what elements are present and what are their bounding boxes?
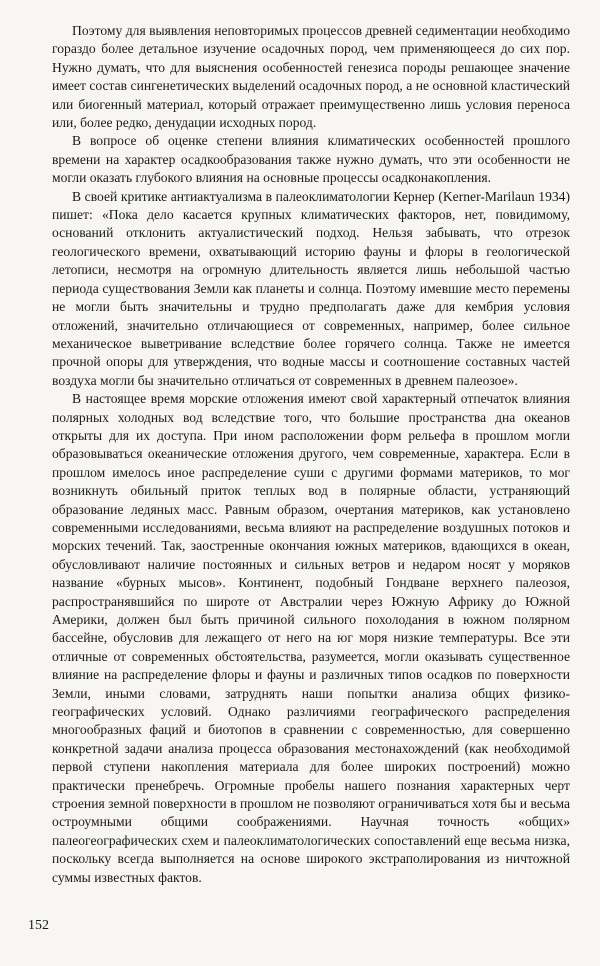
paragraph-4: В настоящее время морские отложения имеют свой характерный отпечаток влияния полярных холодных вод вследствие того, что большие пространства дна океанов открыты для их доступа. При ином расположении форм рельефа в прошлом могли образовываться океанические отложения другого, чем современные, характера. Если в прошлом имелось иное распределение суши с другими формами материков, то мог возникнуть обильный приток теплых вод в полярные области, устраняющий образование ледяных масс. Равным образом, очертания материков, как установлено современными исследованиями, весьма влияют на распределение воздушных потоков и морских течений. Так, заостренные окончания южных материков, вдающихся в океан, обусловливают наличие постоянных и сильных ветров и недаром носят у моряков название «бурных мысов». Континент, подобный Гондване верхнего палеозоя, распространявшийся по широте от Австралии через Южную Африку до Южной Америки, должен был быть причиной сильного похолодания в южном полярном бассейне, обусловив для лежащего от него на юг моря низкие температуры. Все эти отличные от современных обстоятельства, разумеется, могли оказывать существенное влияние на распределение флоры и фауны и различных типов осадков по поверхности Земли, иными словами, затруднять наши попытки анализа общих физико-географических условий. Однако различиями географического распределения многообразных фаций и биотопов в сравнении с современностью, для совершенно конкретной задачи анализа процесса образования местонахождений (как необходимой первой ступени накопления материала для более широких построений) можно практически пренебречь. Огромные пробелы нашего познания характерных черт строения земной поверхности в прошлом не позволяют ограничиваться хотя бы и весьма остроумными общими соображениями. Научная точность «общих» палеогеографических схем и палеоклиматологических сопоставлений еще весьма низка, поскольку всегда выполняется на основе широкого экстраполирования из ничтожной суммы известных фактов. [52,391,570,885]
paragraph-3: В своей критике антиактуализма в палеоклиматологии Кернер (Kerner-Marilaun 1934) пишет: «Пока дело касается крупных климатических факторов, нет, повидимому, оснований отклонить актуалистический подход. Нельзя забывать, что отрезок геологического времени, охватывающий историю фауны и флоры в геологической летописи, несмотря на огромную длительность является лишь небольшой частью периода существования Земли как планеты и солнца. Поэтому имевшие место перемены не могли быть значительны и трудно предполагать даже для кембрия условия отложений, значительно отличающиеся от современных, например, более сильное механическое выветривание вследствие более горячего солнца. Также не имеется прочной опоры для утверждения, что водные массы и соотношение составных частей воздуха могли бы значительно отличаться от современных в древнем палеозое». [52,188,570,388]
paragraph-2: В вопросе об оценке степени влияния климатических особенностей прошлого времени на характер осадкообразования также нужно думать, что эти особенности не могли оказать глубокого влияния на основные процессы осадконакопления. [52,133,570,186]
page-number: 152 [28,918,49,933]
body-text [52,22,570,887]
paragraph-1: Поэтому для выявления неповторимых процессов древней седиментации необходимо гораздо более детальное изучение осадочных пород, чем применяющееся до сих пор. Нужно думать, что для выяснения особенностей генезиса породы решающее значение имеет состав сингенетических выделений осадочных пород, а не основной кластический или биогенный материал, который отражает преимущественно лишь условия переноса или, более редко, денудации исходных пород. [52,23,570,131]
